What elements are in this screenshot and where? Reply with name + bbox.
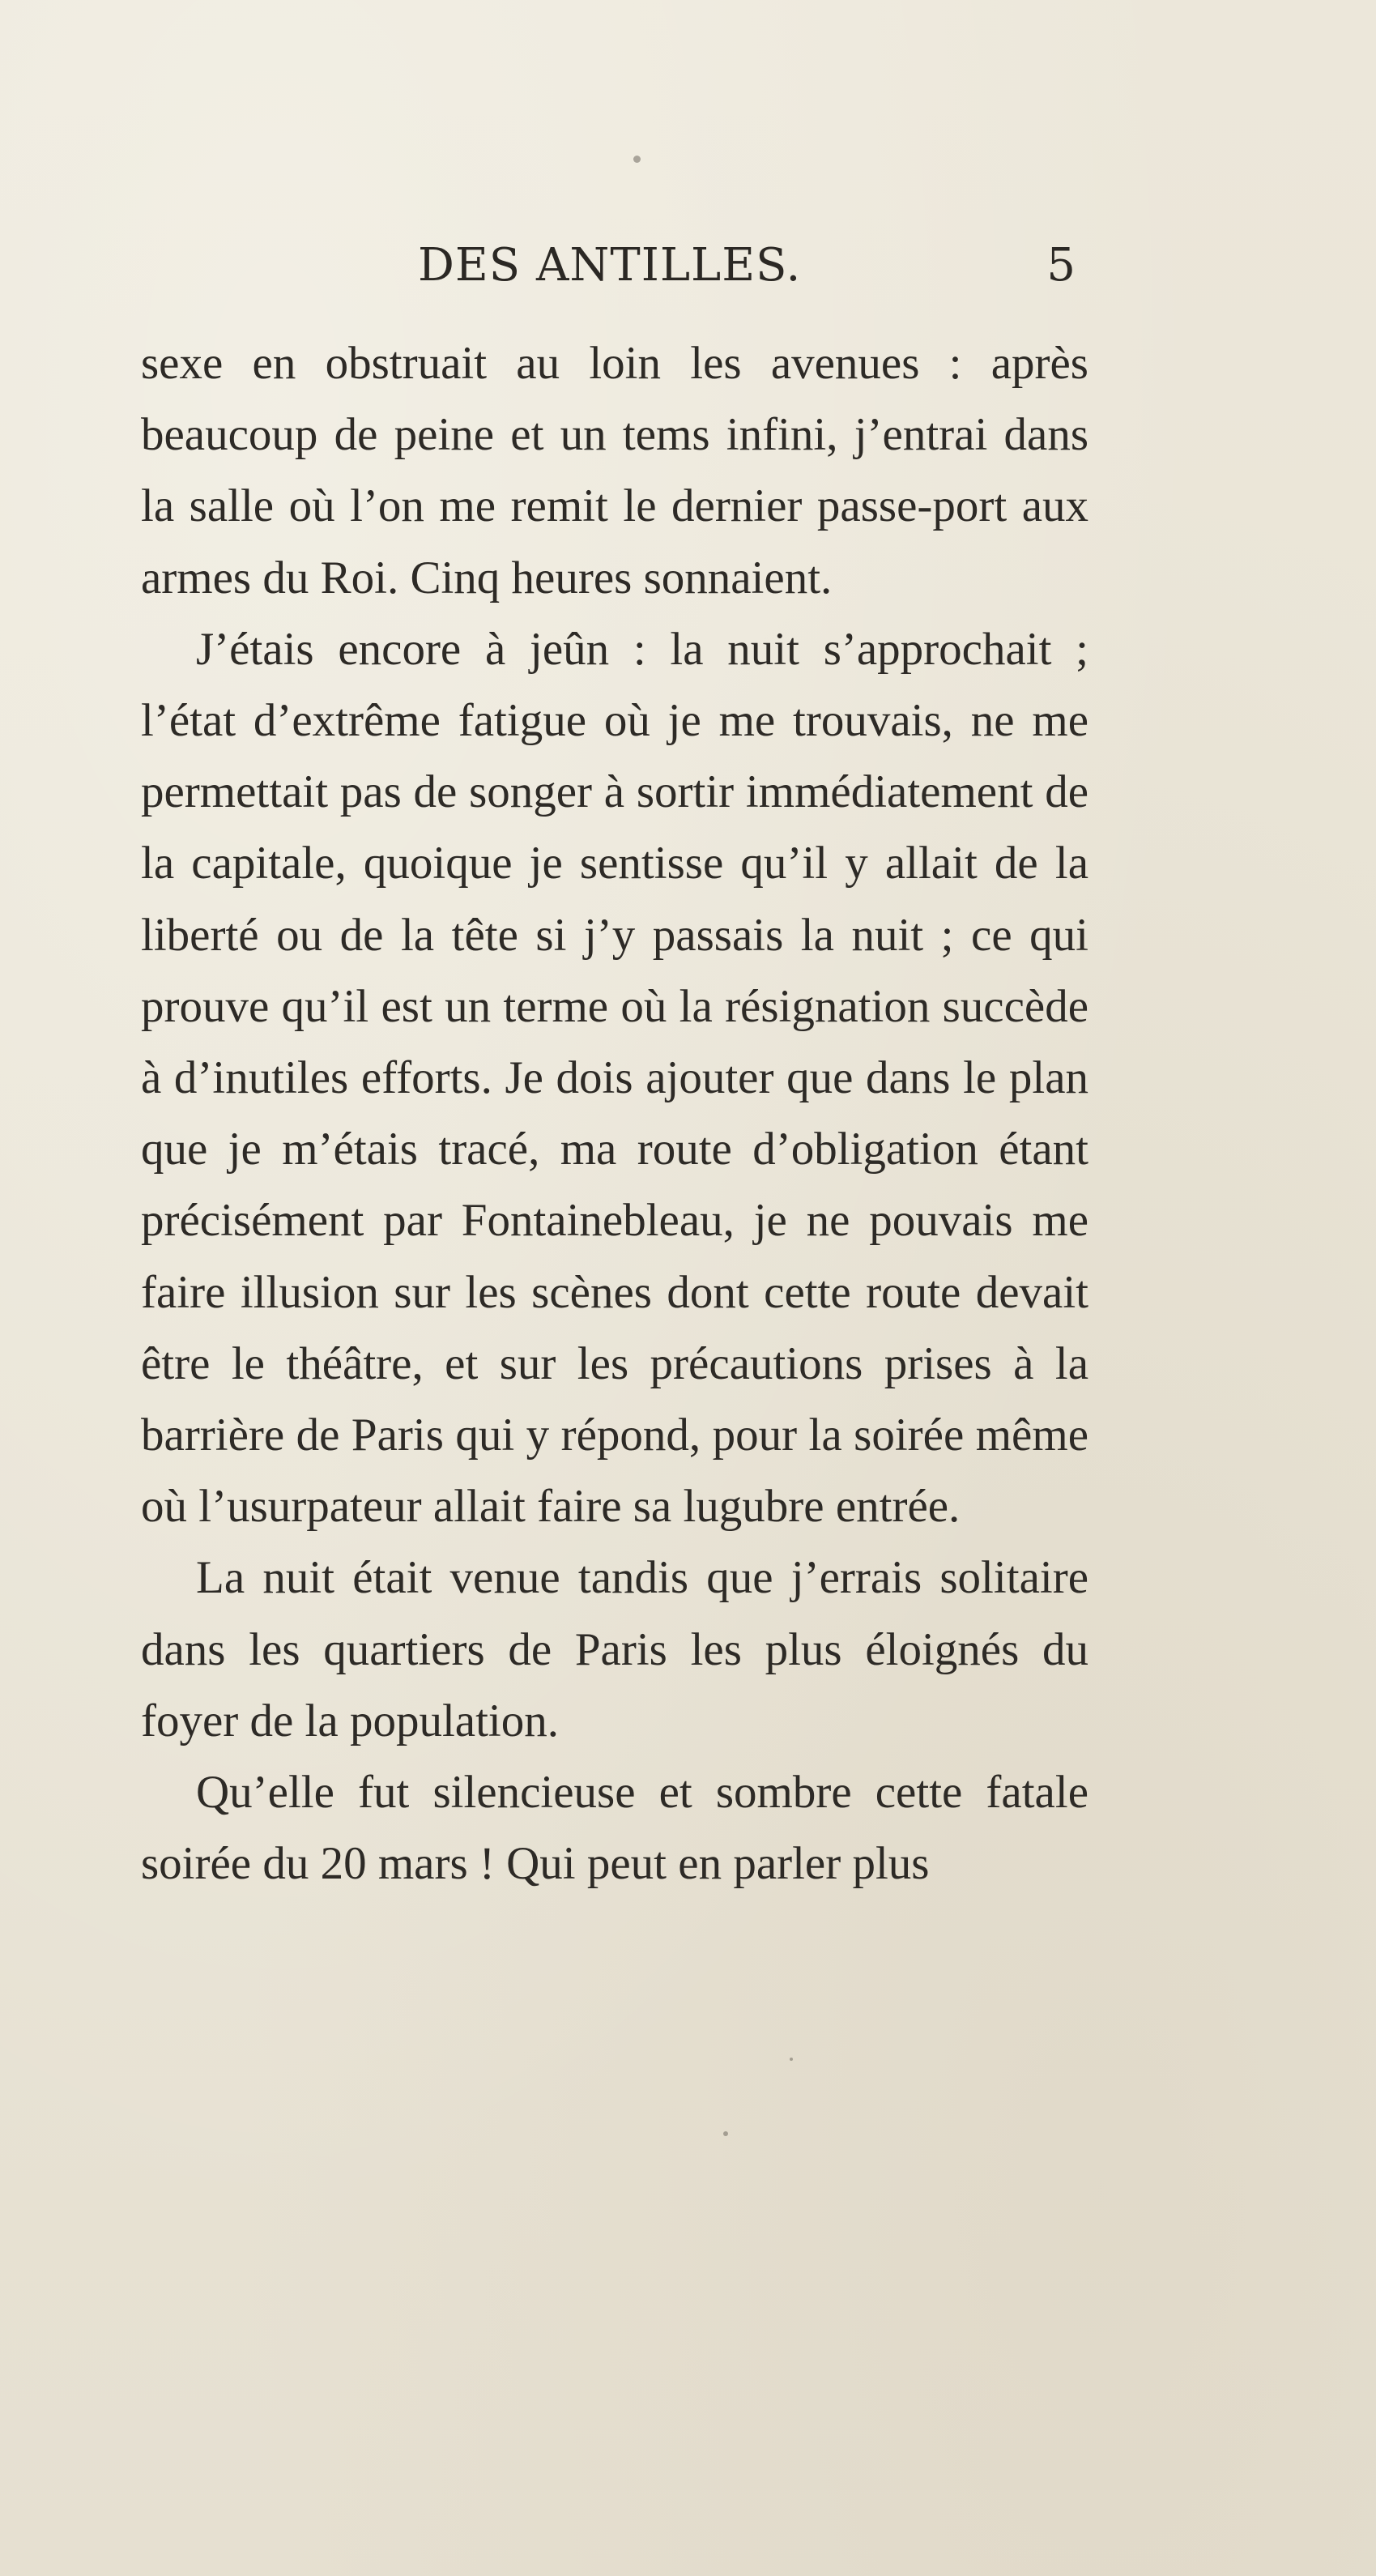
running-head <box>141 235 1076 308</box>
paragraph: La nuit était venue tandis que j’errais solitaire dans les quartiers de Paris les plus éloignés du foyer de la population. <box>141 1552 1088 1746</box>
page-number: 5 <box>1046 239 1076 292</box>
body-text <box>141 328 1088 1900</box>
ink-speck <box>790 2058 793 2061</box>
paragraph: J’étais encore à jeûn : la nuit s’approchait ; l’état d’extrême fatigue où je me trouvais, ne me permettait pas de songer à sortir immédiatement de la capitale, quoique je sentisse qu’il y allait de la liberté ou de la tête si j’y passais la nuit ; ce qui prouve qu’il est un terme où la résignation succède à d’inutiles efforts. Je dois ajouter que dans le plan que je m’étais tracé, ma route d’obligation étant précisément par Fontainebleau, je ne pouvais me faire illusion sur les scènes dont cette route devait être le théâtre, et sur les précautions prises à la barrière de Paris qui y répond, pour la soirée même où l’usurpateur allait faire sa lugubre entrée. <box>141 623 1088 1533</box>
ink-speck <box>633 156 641 163</box>
running-title: DES ANTILLES. <box>418 239 802 292</box>
paragraph: sexe en obstruait au loin les avenues : après beaucoup de peine et un tems infini, j’entrai dans la salle où l’on me remit le dernier passe-port aux armes du Roi. Cinq heures sonnaient. <box>141 338 1088 603</box>
paragraph: Qu’elle fut silencieuse et sombre cette fatale soirée du 20 mars ! Qui peut en parler plus <box>141 1767 1088 1890</box>
ink-speck <box>723 2131 728 2136</box>
